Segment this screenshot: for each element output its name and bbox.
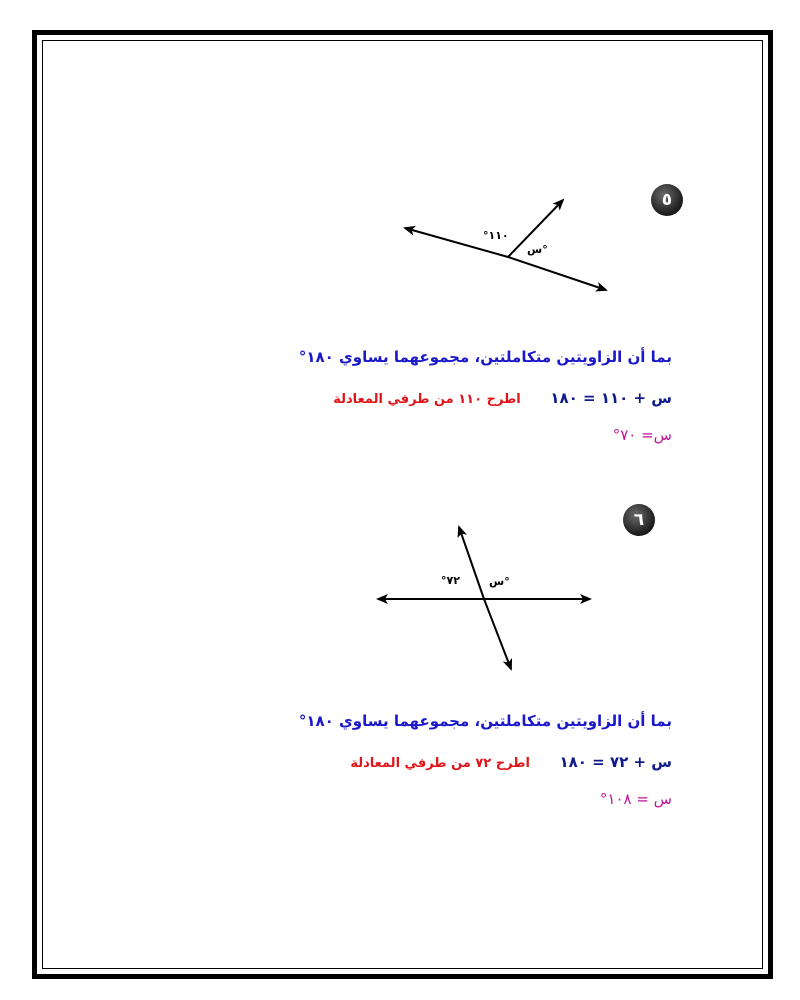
problem-5-angle-label: °١١٠ — [483, 229, 509, 242]
problem-6-var-label: س° — [489, 575, 510, 588]
problem-6-figure — [378, 527, 590, 669]
problem-6-angle-label: °٧٢ — [441, 574, 460, 587]
problem-6-result: س = ١٠٨° — [599, 790, 672, 808]
problem-6-number-badge: ٦ — [623, 504, 655, 536]
problem-6-statement: بما أن الزاويتين متكاملتين، مجموعهما يساوي ١٨٠° — [298, 712, 672, 730]
problem-5-figure — [405, 200, 606, 290]
problem-6-equation-row — [350, 752, 672, 771]
problem-6-step: اطرح ٧٢ من طرفي المعادلة — [350, 756, 530, 771]
problem-6-transversal-down — [484, 599, 511, 669]
problem-5-result: س= ٧٠° — [612, 426, 672, 444]
problem-5-statement: بما أن الزاويتين متكاملتين، مجموعهما يساوي ١٨٠° — [298, 348, 672, 366]
problem-5-var-label: س° — [527, 243, 548, 256]
problem-5-line-right — [508, 257, 606, 290]
problem-6-equation: س + ٧٢ = ١٨٠ — [559, 753, 672, 771]
problem-6-transversal-up — [459, 527, 484, 599]
problem-5-equation: س + ١١٠ = ١٨٠ — [550, 389, 672, 407]
problem-5-step: اطرح ١١٠ من طرفي المعادلة — [333, 392, 521, 407]
problem-5-number-badge: ٥ — [651, 184, 683, 216]
problem-5-equation-row — [333, 388, 672, 407]
